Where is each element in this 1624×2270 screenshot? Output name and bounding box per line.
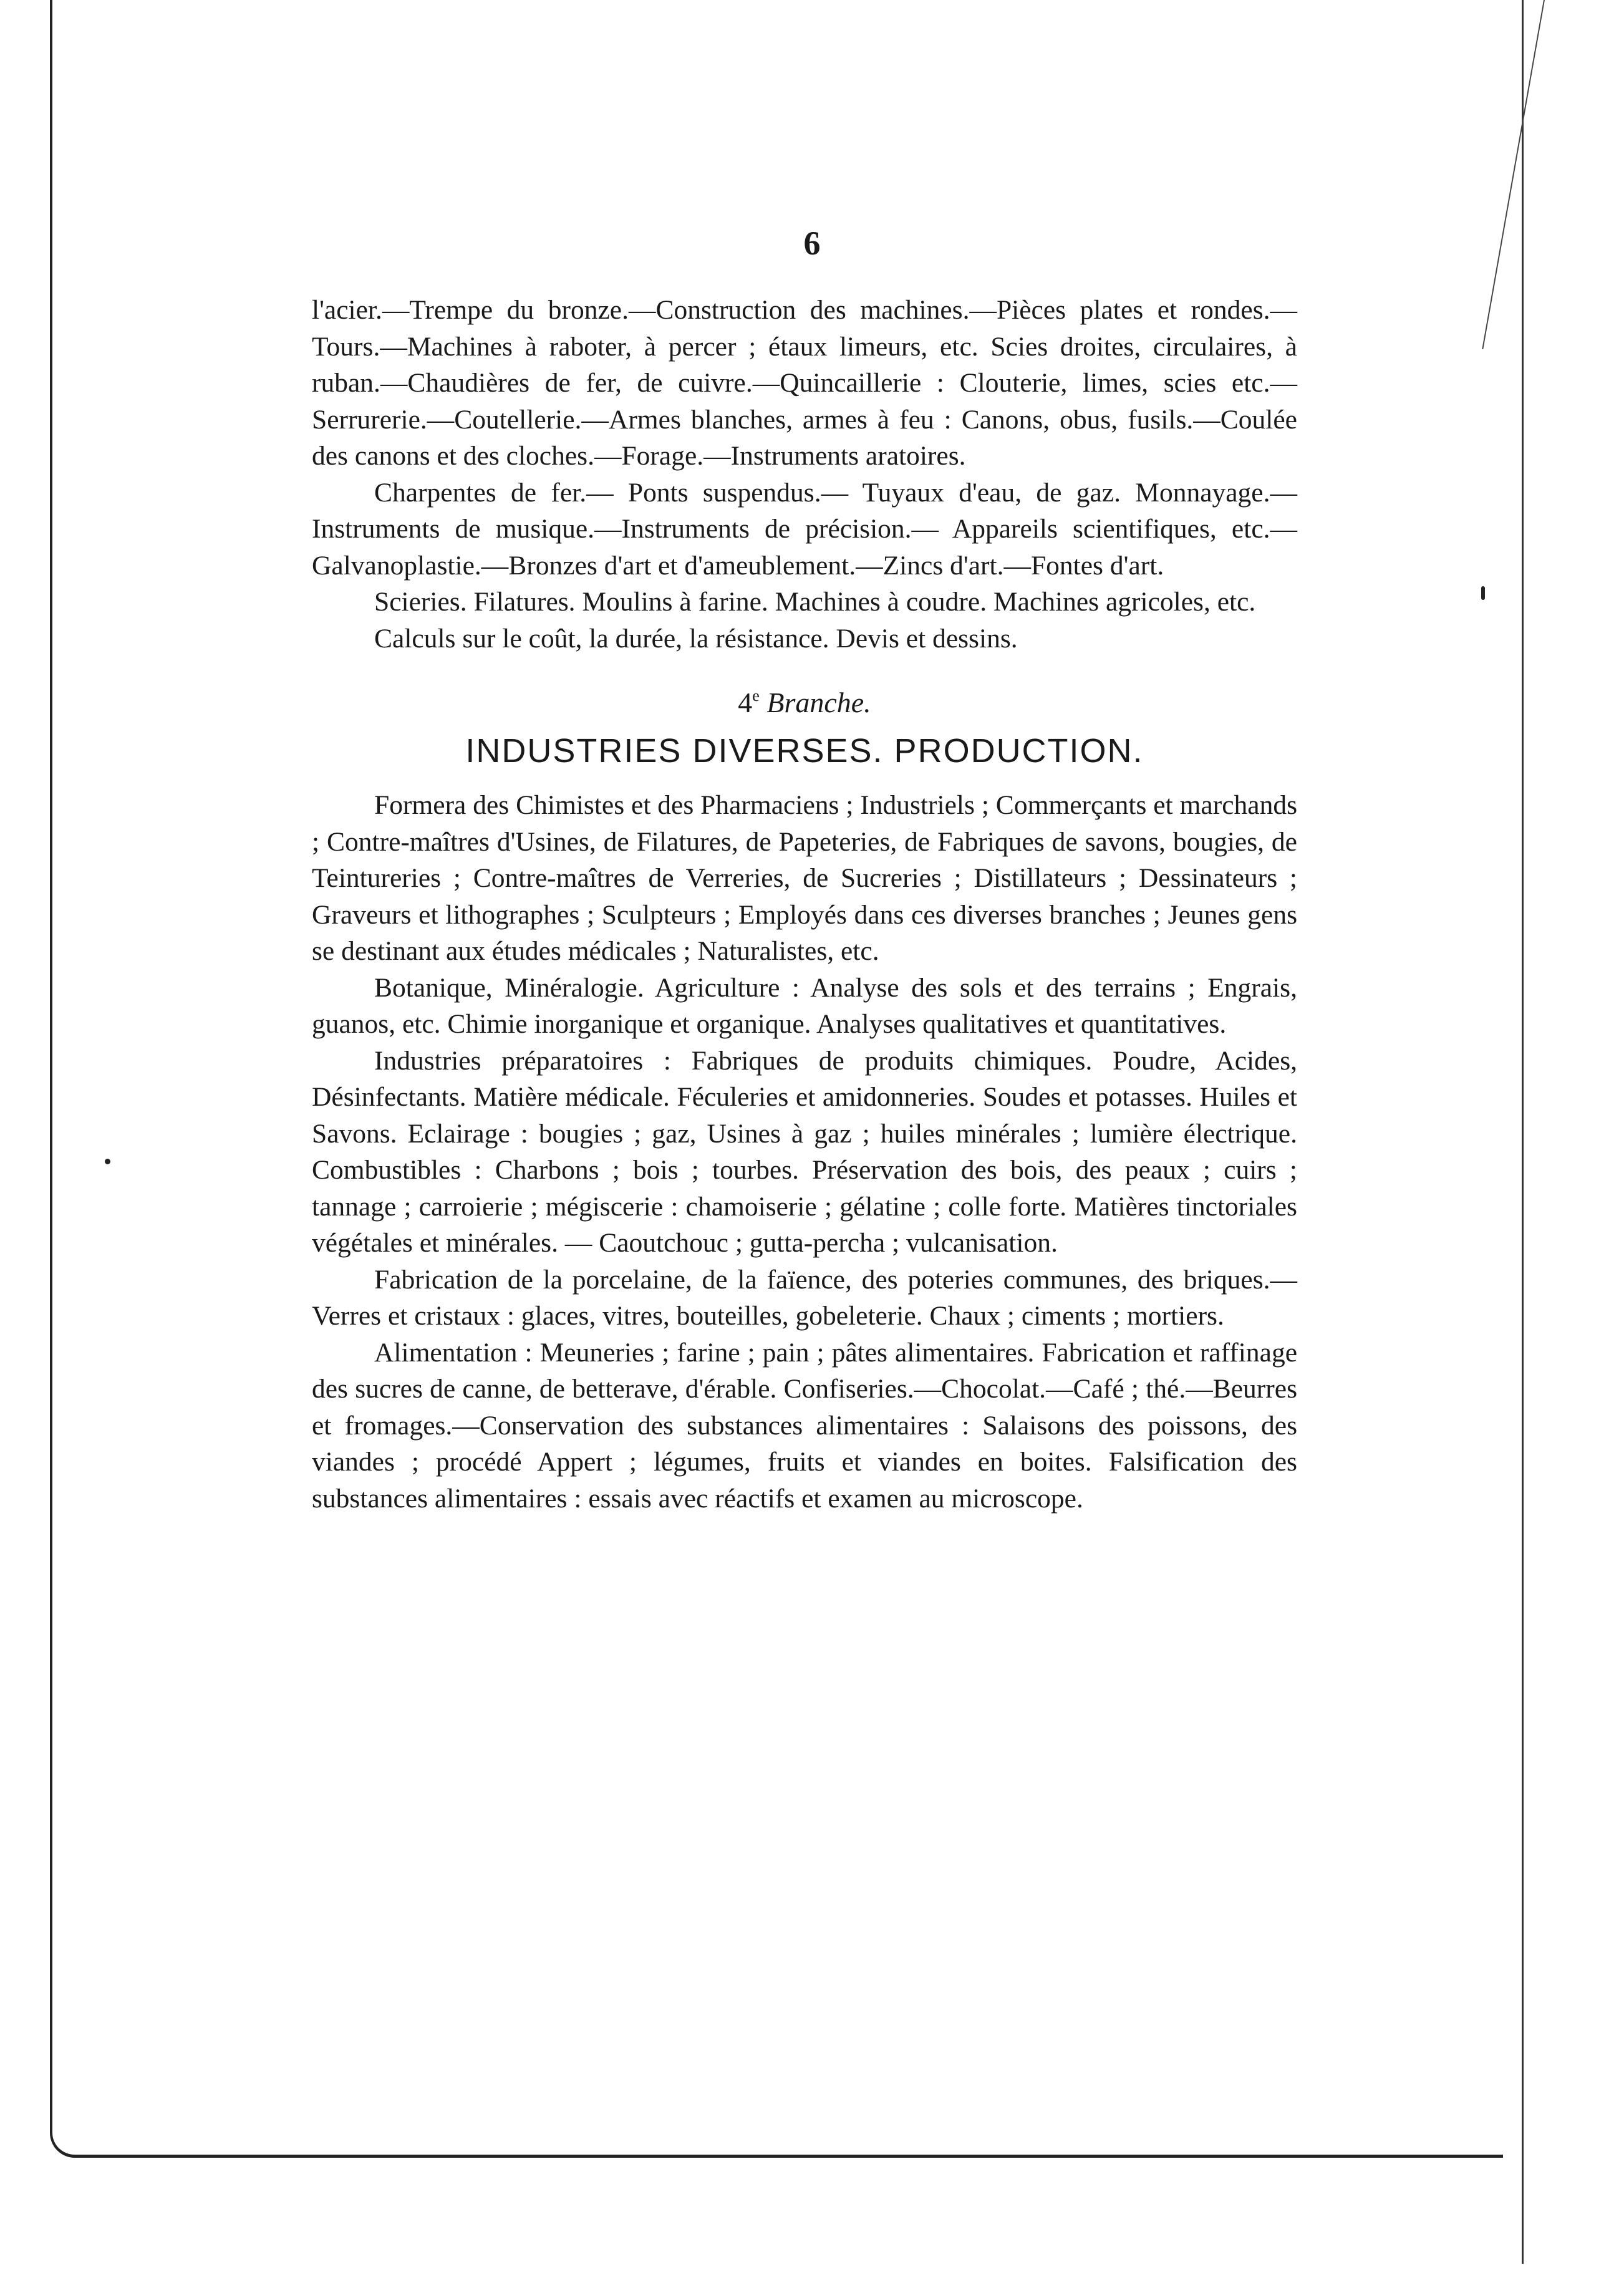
page-number: 6: [803, 225, 821, 262]
paragraph-mechanical-trades: l'acier.—Trempe du bronze.—Construction des machines.—Pièces plates et rondes.—Tours.—Machines à raboter, à percer ; étaux limeurs, etc. Scies droites, circulaires, à ruban.—Chaudières de fer, de cuivre.—Quincaillerie : Clouterie, limes, scies etc.—Serrurerie.—Coutellerie.—Armes blanches, armes à feu : Canons, obus, fusils.—Coulée des canons et des cloches.—Forage.—Instruments aratoires.: [312, 295, 1297, 471]
branch-ordinal: e: [752, 687, 760, 705]
paragraph-ceramics: Fabrication de la porcelaine, de la faïence, des poteries communes, des briques.—Verres et cristaux : glaces, vitres, bouteilles, gobeleterie. Chaux ; ciments ; mortiers.: [312, 1264, 1297, 1331]
page-edge-line: [1522, 0, 1524, 2264]
scan-speck: [105, 1159, 110, 1164]
paragraph-careers: Formera des Chimistes et des Pharmaciens ; Industriels ; Commerçants et marchands ; Contre-maîtres d'Usines, de Filatures, de Papeteries, de Fabriques de savons, bougies, de Teintureries ; Contre-maîtres de Verreries, de Sucreries ; Distillateurs ; Dessinateurs ; Graveurs et lithographes ; Sculpteurs ; Employés dans ces diverses branches ; Jeunes gens se destinant aux études médicales ; Naturalistes, etc.: [312, 790, 1297, 966]
paragraph-preparatory-industries: Industries préparatoires : Fabriques de produits chimiques. Poudre, Acides, Désinfectants. Matière médicale. Féculeries et amidonneries. Soudes et potasses. Huiles et Savons. Eclairage : bougies ; gaz, Usines à gaz ; huiles minérales ; lumière électrique. Combustibles : Charbons ; bois ; tourbes. Préservation des bois, des peaux ; cuirs ; tannage ; carroierie ; mégiscerie : chamoiserie ; gélatine ; colle forte. Matières tinctoriales végétales et minérales. — Caoutchouc ; gutta-percha ; vulcanisation.: [312, 1045, 1297, 1258]
scan-speck: [1481, 586, 1485, 600]
paragraph-iron-structures: Charpentes de fer.— Ponts suspendus.— Tuyaux d'eau, de gaz. Monnayage.—Instruments de musique.—Instruments de précision.— Appareils scientifiques, etc.—Galvanoplastie.—Bronzes d'art et d'ameublement.—Zincs d'art.—Fontes d'art.: [312, 477, 1297, 581]
paragraph-botany: Botanique, Minéralogie. Agriculture : Analyse des sols et des terrains ; Engrais, guanos, etc. Chimie inorganique et organique. Analyses qualitatives et quantitatives.: [312, 972, 1297, 1039]
branch-heading: [312, 674, 1297, 725]
paragraph-food: Alimentation : Meuneries ; farine ; pain ; pâtes alimentaires. Fabrication et raffinage des sucres de canne, de betterave, d'érable. Confiseries.—Chocolat.—Café ; thé.—Beurres et fromages.—Conservation des substances alimentaires : Salaisons des poissons, des viandes ; procédé Appert ; légumes, fruits et viandes en boites. Falsification des substances alimentaires : essais avec réactifs et examen au microscope.: [312, 1337, 1297, 1514]
section-title: INDUSTRIES DIVERSES. PRODUCTION.: [465, 732, 1144, 770]
branch-number: 4: [738, 687, 753, 718]
paragraph-calculations: Calculs sur le coût, la durée, la résistance. Devis et dessins.: [374, 623, 1018, 654]
page-body: [312, 292, 1297, 1517]
paragraph-mills: Scieries. Filatures. Moulins à farine. Machines à coudre. Machines agricoles, etc.: [374, 587, 1256, 617]
branch-label: Branche.: [766, 687, 871, 718]
